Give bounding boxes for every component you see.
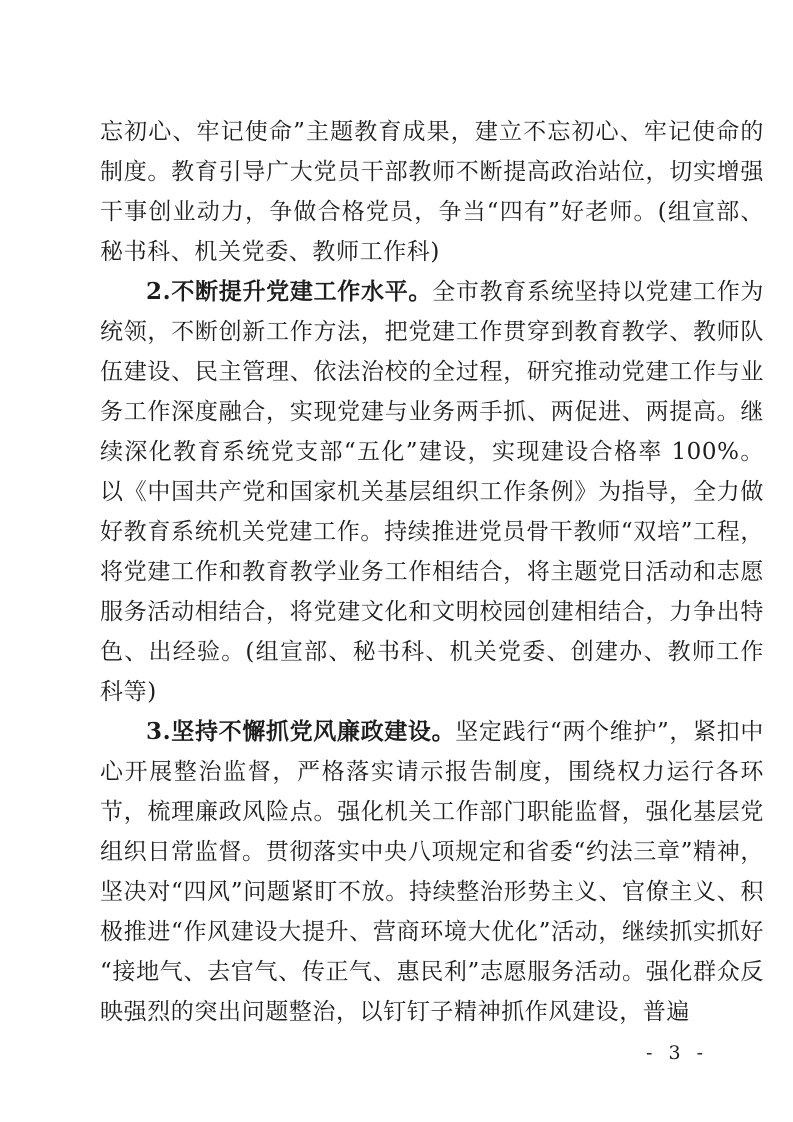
paragraph-lead: 2.不断提升党建工作水平。 <box>146 278 433 305</box>
page-body-text <box>100 112 764 1032</box>
page-number: - 3 - <box>646 1042 709 1064</box>
paragraph-text: 全市教育系统坚持以党建工作为统领，不断创新工作方法，把党建工作贯穿到教育教学、教师队伍建设、民主管理、依法治校的全过程，研究推动党建工作与业务工作深度融合，实现党建与业务两手抓、两促进、两提高。继续深化教育系统党支部“五化”建设，实现建设合格率 100%。以《中国共产党和国家机关基层组织工作条例》为指导，全力做好教育系统机关党建工作。持续推进党员骨干教师“双培”工程，将党建工作和教育教学业务工作相结合，将主题党日活动和志愿服务活动相结合，将党建文化和文明校园创建相结合，力争出特色、出经验。(组宣部、秘书科、机关党委、创建办、教师工作科等) <box>100 279 765 705</box>
paragraph-item-3 <box>100 712 764 1032</box>
paragraph-item-2 <box>100 272 764 712</box>
paragraph-text: 忘初心、牢记使命”主题教育成果，建立不忘初心、牢记使命的制度。教育引导广大党员干部教师不断提高政治站位，切实增强干事创业动力，争做合格党员，争当“四有”好老师。(组宣部、秘书科、机关党委、教师工作科) <box>100 119 764 265</box>
paragraph-lead: 3.坚持不懈抓党风廉政建设。 <box>146 718 456 745</box>
paragraph-continuation <box>100 112 764 272</box>
paragraph-text: 坚定践行“两个维护”，紧扣中心开展整治监督，严格落实请示报告制度，围绕权力运行各环节，梳理廉政风险点。强化机关工作部门职能监督，强化基层党组织日常监督。贯彻落实中央八项规定和省委“约法三章”精神，坚决对“四风”问题紧盯不放。持续整治形势主义、官僚主义、积极推进“作风建设大提升、营商环境大优化”活动，继续抓实抓好“接地气、去官气、传正气、惠民利”志愿服务活动。强化群众反映强烈的突出问题整治，以钉钉子精神抓作风建设，普遍 <box>100 719 764 1025</box>
